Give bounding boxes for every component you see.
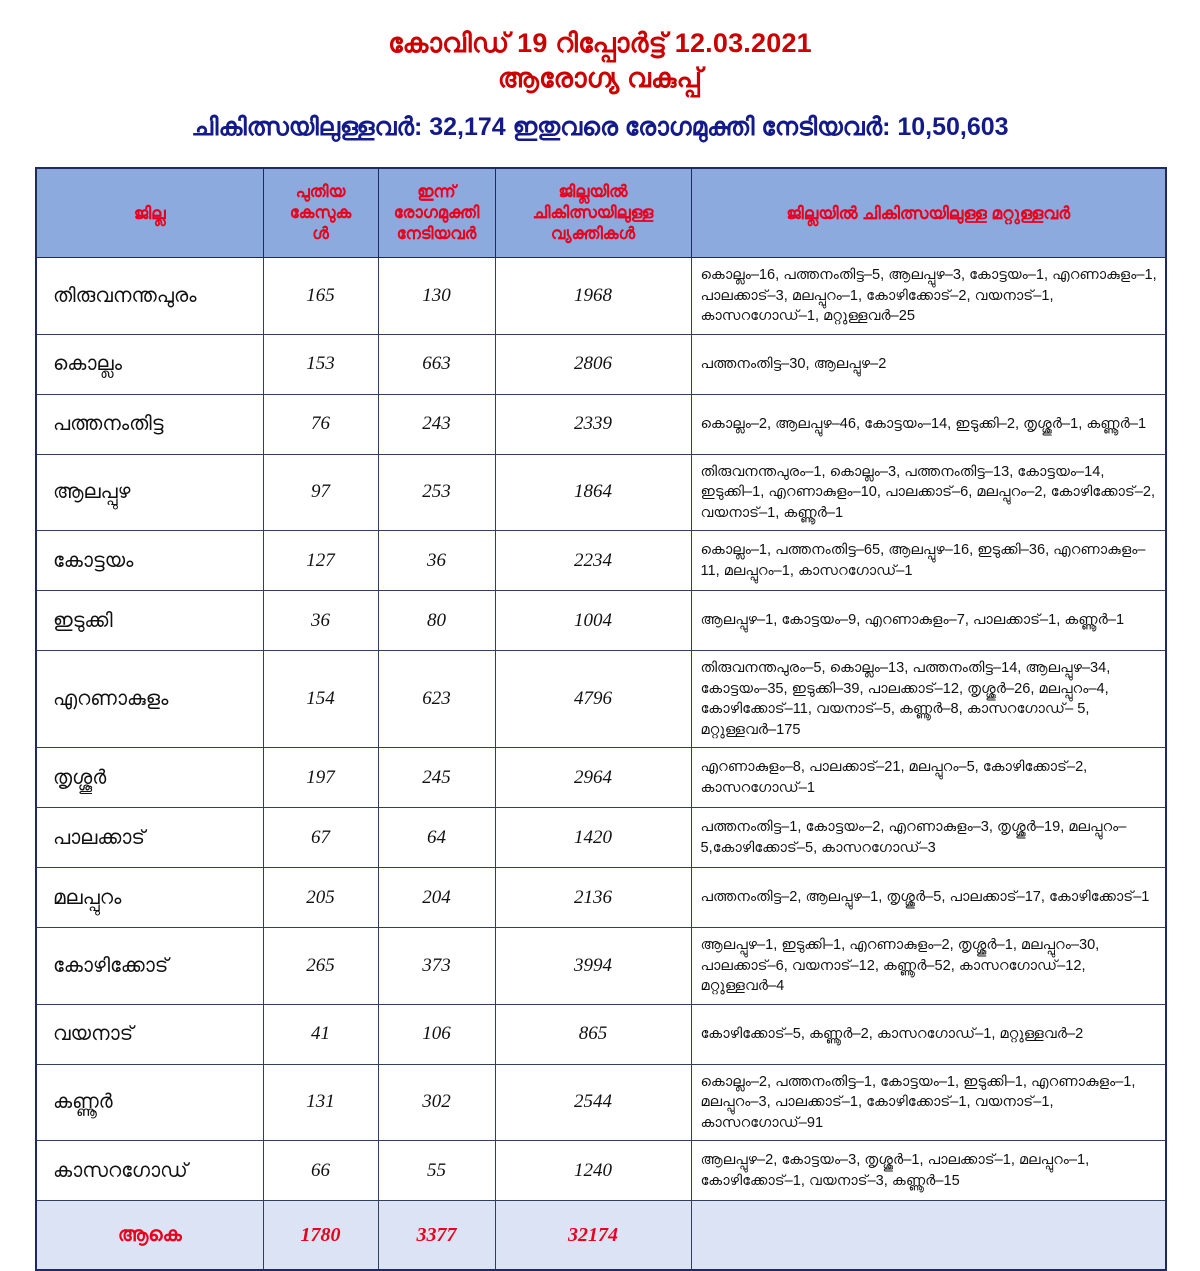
cell-new-cases: 265 bbox=[263, 928, 378, 1005]
cell-district: പത്തനംതിട്ട bbox=[36, 394, 263, 454]
table-row bbox=[36, 1141, 1166, 1201]
cell-under-treatment: 865 bbox=[495, 1004, 691, 1064]
cell-under-treatment: 2964 bbox=[495, 748, 691, 808]
table-body bbox=[36, 258, 1166, 1271]
cell-others: പത്തനംതിട്ട–30, ആലപ്പുഴ–2 bbox=[691, 334, 1166, 394]
column-header-district: ജില്ല bbox=[36, 168, 263, 258]
total-recovered: 3377 bbox=[378, 1201, 495, 1271]
cell-others: കൊല്ലം–1, പത്തനംതിട്ട–65, ആലപ്പുഴ–16, ഇടുക്കി–36, എറണാകുളം–11, മലപ്പുറം–1, കാസറഗോഡ്–1 bbox=[691, 531, 1166, 591]
table-row bbox=[36, 531, 1166, 591]
cell-district: മലപ്പുറം bbox=[36, 868, 263, 928]
cell-others: കോഴിക്കോട്–5, കണ്ണൂർ–2, കാസറഗോഡ്–1, മറ്റുള്ളവർ–2 bbox=[691, 1004, 1166, 1064]
cell-under-treatment: 3994 bbox=[495, 928, 691, 1005]
cell-others: കൊല്ലം–2, പത്തനംതിട്ട–1, കോട്ടയം–1, ഇടുക്കി–1, എറണാകുളം–1, മലപ്പുറം–3, പാലക്കാട്–1, കോഴിക്കോട്–1, വയനാട്–1, കാസറഗോഡ്–91 bbox=[691, 1064, 1166, 1141]
table-row bbox=[36, 868, 1166, 928]
table-row bbox=[36, 591, 1166, 651]
report-title-line2: ആരോഗ്യ വകുപ്പ് bbox=[497, 63, 703, 93]
report-summary-line: ചികിത്സയിലുള്ളവർ: 32,174 ഇതുവരെ രോഗമുക്തി നേടിയവർ: 10,50,603 bbox=[191, 113, 1009, 141]
table-header bbox=[36, 168, 1166, 258]
cell-recovered: 253 bbox=[378, 454, 495, 531]
cell-others: പത്തനംതിട്ട–1, കോട്ടയം–2, എറണാകുളം–3, തൃശ്ശൂർ–19, മലപ്പുറം–5,കോഴിക്കോട്–5, കാസറഗോഡ്–3 bbox=[691, 808, 1166, 868]
cell-district: തൃശ്ശൂർ bbox=[36, 748, 263, 808]
cell-district: ആലപ്പുഴ bbox=[36, 454, 263, 531]
column-header-new-cases bbox=[263, 168, 378, 258]
column-header-new-cases-line1: പുതിയ bbox=[295, 182, 346, 201]
cell-new-cases: 41 bbox=[263, 1004, 378, 1064]
column-header-under-treatment bbox=[495, 168, 691, 258]
cell-under-treatment: 1240 bbox=[495, 1141, 691, 1201]
table-total-row bbox=[36, 1201, 1166, 1271]
cell-new-cases: 154 bbox=[263, 651, 378, 748]
column-header-recovered-line1: ഇന്ന് bbox=[417, 182, 456, 201]
cell-recovered: 302 bbox=[378, 1064, 495, 1141]
cell-new-cases: 67 bbox=[263, 808, 378, 868]
cell-recovered: 663 bbox=[378, 334, 495, 394]
cell-new-cases: 127 bbox=[263, 531, 378, 591]
cell-district: വയനാട് bbox=[36, 1004, 263, 1064]
cell-new-cases: 36 bbox=[263, 591, 378, 651]
total-under-treatment: 32174 bbox=[495, 1201, 691, 1271]
report-heading bbox=[0, 0, 1200, 144]
cell-district: കോഴിക്കോട് bbox=[36, 928, 263, 1005]
total-new-cases: 1780 bbox=[263, 1201, 378, 1271]
cell-others: പത്തനംതിട്ട–2, ആലപ്പുഴ–1, തൃശ്ശൂർ–5, പാലക്കാട്–17, കോഴിക്കോട്–1 bbox=[691, 868, 1166, 928]
cell-under-treatment: 1004 bbox=[495, 591, 691, 651]
table-row bbox=[36, 334, 1166, 394]
cell-recovered: 373 bbox=[378, 928, 495, 1005]
report-title-line1: കോവിഡ് 19 റിപ്പോർട്ട് 12.03.2021 bbox=[388, 28, 812, 58]
table-row bbox=[36, 928, 1166, 1005]
cell-recovered: 623 bbox=[378, 651, 495, 748]
cell-district: ഇടുക്കി bbox=[36, 591, 263, 651]
cell-recovered: 243 bbox=[378, 394, 495, 454]
cell-others: എറണാകുളം–8, പാലക്കാട്–21, മലപ്പുറം–5, കോഴിക്കോട്–2, കാസറഗോഡ്–1 bbox=[691, 748, 1166, 808]
cell-others: തിരുവനന്തപുരം–5, കൊല്ലം–13, പത്തനംതിട്ട–14, ആലപ്പുഴ–34, കോട്ടയം–35, ഇടുക്കി–39, പാലക്കാട്–12, തൃശ്ശൂർ–26, മലപ്പുറം–4, കോഴിക്കോട്–11, വയനാട്–5, കണ്ണൂർ–8, കാസറഗോഡ്– 5, മറ്റുള്ളവർ–175 bbox=[691, 651, 1166, 748]
cell-district: എറണാകുളം bbox=[36, 651, 263, 748]
cell-under-treatment: 4796 bbox=[495, 651, 691, 748]
cell-recovered: 106 bbox=[378, 1004, 495, 1064]
cell-others: കൊല്ലം–16, പത്തനംതിട്ട–5, ആലപ്പുഴ–3, കോട്ടയം–1, എറണാകുളം–1, പാലക്കാട്–3, മലപ്പുറം–1, കോഴിക്കോട്–2, വയനാട്–1, കാസറഗോഡ്–1, മറ്റുള്ളവർ–25 bbox=[691, 258, 1166, 335]
cell-new-cases: 165 bbox=[263, 258, 378, 335]
cell-others: ആലപ്പുഴ–1, കോട്ടയം–9, എറണാകുളം–7, പാലക്കാട്–1, കണ്ണൂർ–1 bbox=[691, 591, 1166, 651]
cell-district: കാസറഗോഡ് bbox=[36, 1141, 263, 1201]
cell-recovered: 204 bbox=[378, 868, 495, 928]
cell-others: ആലപ്പുഴ–1, ഇടുക്കി–1, എറണാകുളം–2, തൃശ്ശൂർ–1, മലപ്പുറം–30, പാലക്കാട്–6, വയനാട്–12, കണ്ണൂർ–52, കാസറഗോഡ്–12, മറ്റുള്ളവർ–4 bbox=[691, 928, 1166, 1005]
cell-recovered: 64 bbox=[378, 808, 495, 868]
cell-under-treatment: 2136 bbox=[495, 868, 691, 928]
table-row bbox=[36, 808, 1166, 868]
table-row bbox=[36, 258, 1166, 335]
table-row bbox=[36, 394, 1166, 454]
cell-new-cases: 97 bbox=[263, 454, 378, 531]
cell-under-treatment: 1968 bbox=[495, 258, 691, 335]
cell-recovered: 55 bbox=[378, 1141, 495, 1201]
report-table-wrapper bbox=[35, 167, 1165, 1271]
column-header-under-treatment-line3: വ്യക്തികൾ bbox=[550, 224, 636, 243]
column-header-recovered-line2: രോഗമുക്തി bbox=[393, 203, 480, 222]
column-header-under-treatment-line2: ചികിത്സയിലുള്ള bbox=[532, 203, 654, 222]
cell-under-treatment: 2234 bbox=[495, 531, 691, 591]
cell-new-cases: 66 bbox=[263, 1141, 378, 1201]
cell-under-treatment: 2339 bbox=[495, 394, 691, 454]
cell-others: തിരുവനന്തപുരം–1, കൊല്ലം–3, പത്തനംതിട്ട–13, കോട്ടയം–14, ഇടുക്കി–1, എറണാകുളം–10, പാലക്കാട്–6, മലപ്പുറം–2, കോഴിക്കോട്–2, വയനാട്–1, കണ്ണൂർ–1 bbox=[691, 454, 1166, 531]
cell-recovered: 36 bbox=[378, 531, 495, 591]
cell-district: കണ്ണൂർ bbox=[36, 1064, 263, 1141]
column-header-recovered bbox=[378, 168, 495, 258]
cell-district: പാലക്കാട് bbox=[36, 808, 263, 868]
cell-district: കൊല്ലം bbox=[36, 334, 263, 394]
cell-under-treatment: 1864 bbox=[495, 454, 691, 531]
cell-others: ആലപ്പുഴ–2, കോട്ടയം–3, തൃശ്ശൂർ–1, പാലക്കാട്–1, മലപ്പുറം–1, കോഴിക്കോട്–1, വയനാട്–3, കണ്ണൂർ–15 bbox=[691, 1141, 1166, 1201]
cell-under-treatment: 1420 bbox=[495, 808, 691, 868]
cell-new-cases: 205 bbox=[263, 868, 378, 928]
cell-district: കോട്ടയം bbox=[36, 531, 263, 591]
cell-recovered: 130 bbox=[378, 258, 495, 335]
cell-recovered: 245 bbox=[378, 748, 495, 808]
table-header-row bbox=[36, 168, 1166, 258]
cell-district: തിരുവനന്തപുരം bbox=[36, 258, 263, 335]
column-header-recovered-line3: നേടിയവർ bbox=[396, 224, 477, 243]
district-covid-table bbox=[35, 167, 1167, 1271]
table-row bbox=[36, 748, 1166, 808]
cell-under-treatment: 2544 bbox=[495, 1064, 691, 1141]
cell-under-treatment: 2806 bbox=[495, 334, 691, 394]
total-label: ആകെ bbox=[36, 1201, 263, 1271]
table-row bbox=[36, 1064, 1166, 1141]
cell-new-cases: 131 bbox=[263, 1064, 378, 1141]
cell-new-cases: 153 bbox=[263, 334, 378, 394]
column-header-under-treatment-line1: ജില്ലയിൽ bbox=[558, 182, 628, 201]
cell-new-cases: 197 bbox=[263, 748, 378, 808]
table-row bbox=[36, 1004, 1166, 1064]
total-others bbox=[691, 1201, 1166, 1271]
table-row bbox=[36, 454, 1166, 531]
column-header-others: ജില്ലയിൽ ചികിത്സയിലുള്ള മറ്റുള്ളവർ bbox=[691, 168, 1166, 258]
cell-recovered: 80 bbox=[378, 591, 495, 651]
cell-others: കൊല്ലം–2, ആലപ്പുഴ–46, കോട്ടയം–14, ഇടുക്കി–2, തൃശ്ശൂർ–1, കണ്ണൂർ–1 bbox=[691, 394, 1166, 454]
column-header-new-cases-line3: ൾ bbox=[312, 224, 329, 243]
cell-new-cases: 76 bbox=[263, 394, 378, 454]
table-row bbox=[36, 651, 1166, 748]
column-header-new-cases-line2: കേസുക bbox=[289, 203, 352, 222]
